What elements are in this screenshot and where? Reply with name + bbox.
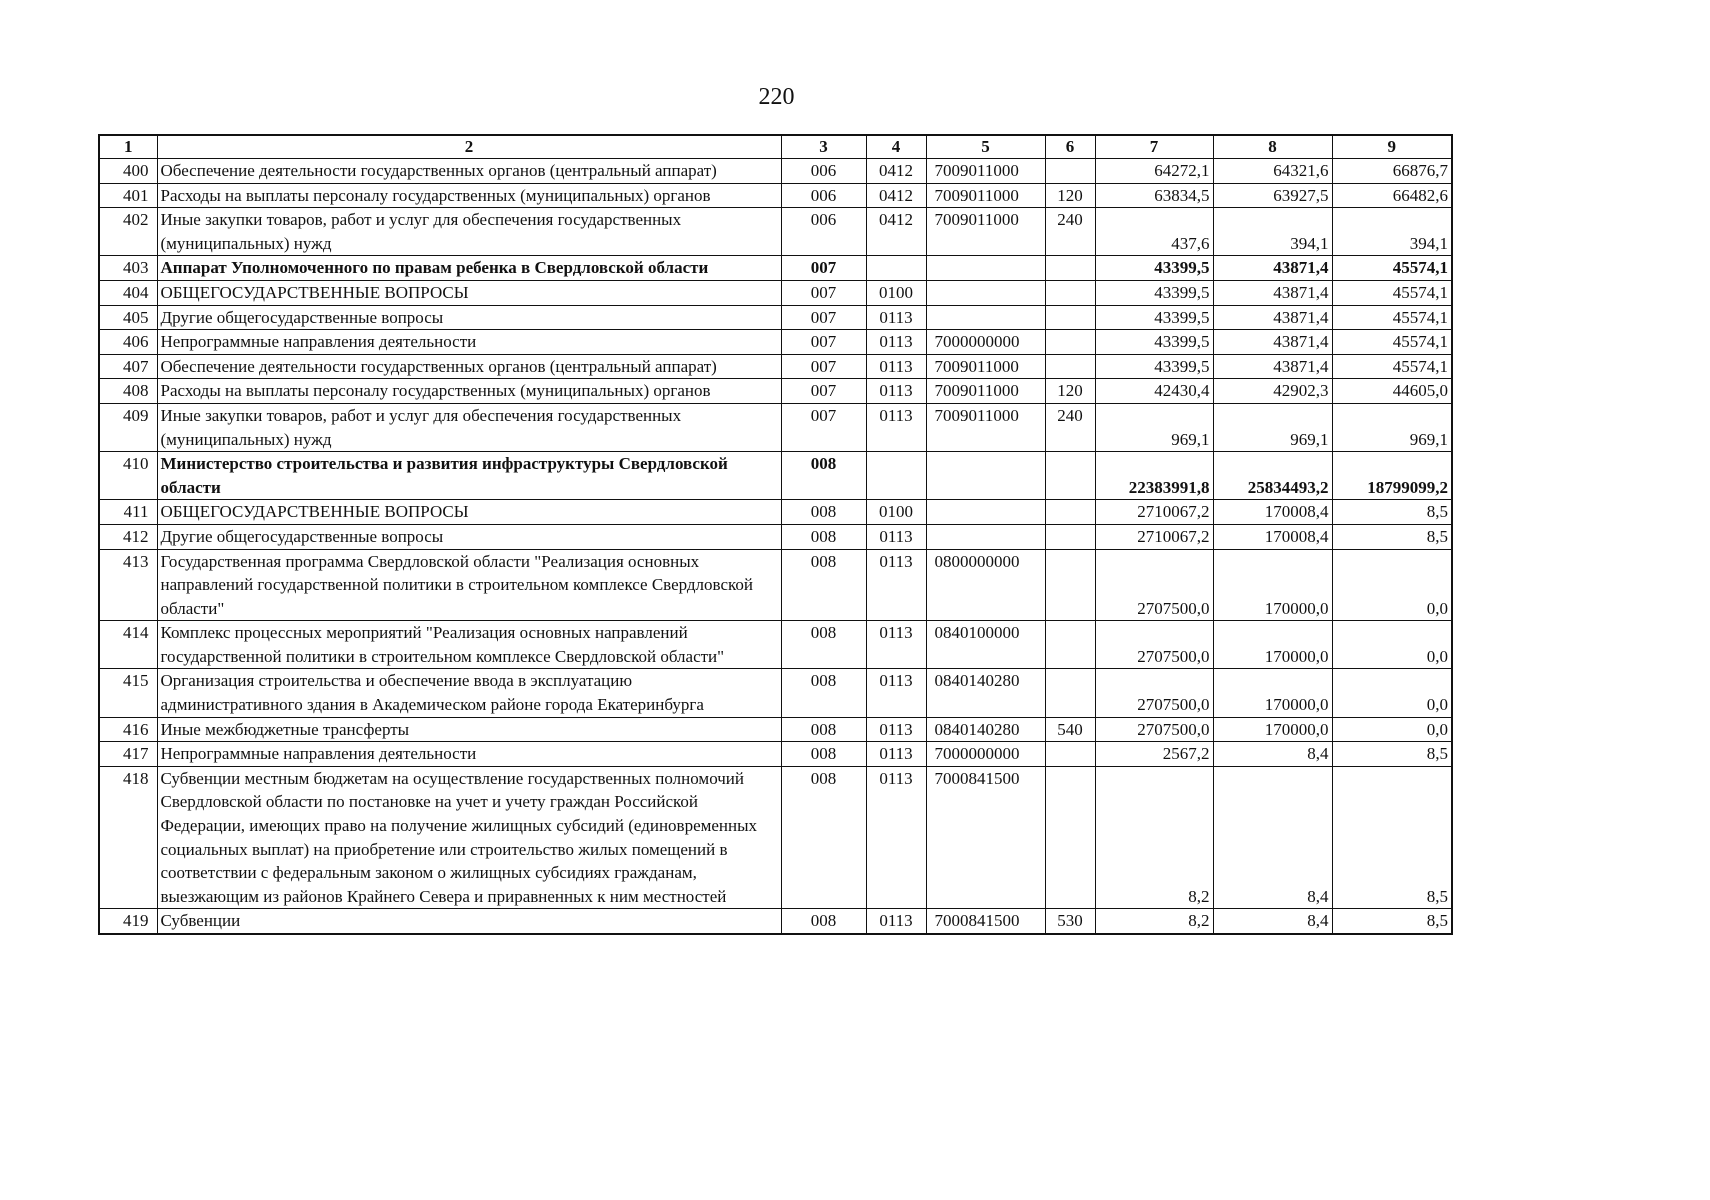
row-number-cell: 408 <box>99 379 157 404</box>
amount-cell-9: 8,5 <box>1332 524 1452 549</box>
amount-cell-8: 43871,4 <box>1213 354 1332 379</box>
expense-type-cell: 530 <box>1045 909 1095 934</box>
ministry-code-cell: 008 <box>781 549 866 621</box>
table-row <box>99 766 1452 909</box>
expense-type-cell <box>1045 500 1095 525</box>
ministry-code-cell: 008 <box>781 742 866 767</box>
amount-cell-9: 0,0 <box>1332 549 1452 621</box>
amount-cell-9: 0,0 <box>1332 621 1452 669</box>
amount-cell-9: 45574,1 <box>1332 256 1452 281</box>
row-number-cell: 407 <box>99 354 157 379</box>
amount-cell-8: 63927,5 <box>1213 183 1332 208</box>
ministry-code-cell: 006 <box>781 208 866 256</box>
section-code-cell: 0113 <box>866 742 926 767</box>
amount-cell-9: 45574,1 <box>1332 305 1452 330</box>
column-header: 1 <box>99 135 157 159</box>
section-code-cell: 0100 <box>866 280 926 305</box>
ministry-code-cell: 008 <box>781 524 866 549</box>
row-number-cell: 412 <box>99 524 157 549</box>
expense-type-cell <box>1045 256 1095 281</box>
section-code-cell: 0113 <box>866 549 926 621</box>
amount-cell-8: 43871,4 <box>1213 330 1332 355</box>
expense-type-cell <box>1045 452 1095 500</box>
ministry-code-cell: 007 <box>781 403 866 451</box>
row-name-cell: Комплекс процессных мероприятий "Реализация основных направлений государственной политики в строительном комплексе Свердловской области" <box>157 621 781 669</box>
row-name-cell: Иные закупки товаров, работ и услуг для обеспечения государственных (муниципальных) нужд <box>157 208 781 256</box>
amount-cell-8: 8,4 <box>1213 766 1332 909</box>
expense-type-cell: 540 <box>1045 717 1095 742</box>
section-code-cell: 0113 <box>866 717 926 742</box>
table-row <box>99 330 1452 355</box>
table-row <box>99 159 1452 184</box>
row-name-cell: Непрограммные направления деятельности <box>157 742 781 767</box>
row-name-cell: ОБЩЕГОСУДАРСТВЕННЫЕ ВОПРОСЫ <box>157 280 781 305</box>
section-code-cell: 0412 <box>866 159 926 184</box>
amount-cell-9: 45574,1 <box>1332 280 1452 305</box>
row-name-cell: Аппарат Уполномоченного по правам ребенка в Свердловской области <box>157 256 781 281</box>
ministry-code-cell: 008 <box>781 717 866 742</box>
expense-type-cell <box>1045 354 1095 379</box>
target-article-cell: 7009011000 <box>926 354 1045 379</box>
target-article-cell: 7009011000 <box>926 379 1045 404</box>
table-row <box>99 354 1452 379</box>
row-number-cell: 405 <box>99 305 157 330</box>
amount-cell-8: 170000,0 <box>1213 669 1332 717</box>
row-name-cell: Субвенции <box>157 909 781 934</box>
ministry-code-cell: 007 <box>781 305 866 330</box>
row-number-cell: 416 <box>99 717 157 742</box>
expense-type-cell: 240 <box>1045 403 1095 451</box>
budget-table <box>98 134 1453 935</box>
row-number-cell: 410 <box>99 452 157 500</box>
expense-type-cell: 120 <box>1045 379 1095 404</box>
row-number-cell: 401 <box>99 183 157 208</box>
row-name-cell: Обеспечение деятельности государственных органов (центральный аппарат) <box>157 159 781 184</box>
table-row <box>99 305 1452 330</box>
column-header: 6 <box>1045 135 1095 159</box>
section-code-cell: 0113 <box>866 669 926 717</box>
table-row <box>99 280 1452 305</box>
table-row <box>99 909 1452 934</box>
target-article-cell <box>926 524 1045 549</box>
row-number-cell: 402 <box>99 208 157 256</box>
ministry-code-cell: 008 <box>781 500 866 525</box>
section-code-cell: 0113 <box>866 766 926 909</box>
amount-cell-9: 18799099,2 <box>1332 452 1452 500</box>
target-article-cell: 0800000000 <box>926 549 1045 621</box>
amount-cell-9: 8,5 <box>1332 909 1452 934</box>
row-number-cell: 414 <box>99 621 157 669</box>
target-article-cell <box>926 305 1045 330</box>
row-name-cell: Расходы на выплаты персоналу государственных (муниципальных) органов <box>157 183 781 208</box>
section-code-cell <box>866 452 926 500</box>
amount-cell-7: 2707500,0 <box>1095 669 1213 717</box>
amount-cell-7: 2707500,0 <box>1095 717 1213 742</box>
ministry-code-cell: 007 <box>781 280 866 305</box>
amount-cell-7: 437,6 <box>1095 208 1213 256</box>
target-article-cell: 7000000000 <box>926 742 1045 767</box>
ministry-code-cell: 007 <box>781 379 866 404</box>
target-article-cell <box>926 452 1045 500</box>
amount-cell-8: 969,1 <box>1213 403 1332 451</box>
amount-cell-9: 66482,6 <box>1332 183 1452 208</box>
amount-cell-9: 8,5 <box>1332 766 1452 909</box>
ministry-code-cell: 007 <box>781 330 866 355</box>
expense-type-cell <box>1045 280 1095 305</box>
target-article-cell: 7009011000 <box>926 183 1045 208</box>
section-code-cell: 0100 <box>866 500 926 525</box>
row-name-cell: Иные межбюджетные трансферты <box>157 717 781 742</box>
amount-cell-8: 43871,4 <box>1213 256 1332 281</box>
section-code-cell: 0113 <box>866 909 926 934</box>
row-number-cell: 413 <box>99 549 157 621</box>
table-row <box>99 403 1452 451</box>
expense-type-cell <box>1045 621 1095 669</box>
page-number: 220 <box>758 84 795 110</box>
target-article-cell <box>926 256 1045 281</box>
row-name-cell: Организация строительства и обеспечение ввода в эксплуатацию административного здания в Академическом районе города Екатеринбурга <box>157 669 781 717</box>
row-number-cell: 403 <box>99 256 157 281</box>
target-article-cell: 0840100000 <box>926 621 1045 669</box>
column-header: 2 <box>157 135 781 159</box>
amount-cell-9: 45574,1 <box>1332 354 1452 379</box>
amount-cell-9: 8,5 <box>1332 742 1452 767</box>
row-number-cell: 418 <box>99 766 157 909</box>
amount-cell-8: 8,4 <box>1213 909 1332 934</box>
row-number-cell: 406 <box>99 330 157 355</box>
amount-cell-7: 2707500,0 <box>1095 621 1213 669</box>
row-name-cell: Иные закупки товаров, работ и услуг для обеспечения государственных (муниципальных) нужд <box>157 403 781 451</box>
table-row <box>99 621 1452 669</box>
ministry-code-cell: 008 <box>781 766 866 909</box>
amount-cell-8: 64321,6 <box>1213 159 1332 184</box>
column-header: 8 <box>1213 135 1332 159</box>
amount-cell-7: 64272,1 <box>1095 159 1213 184</box>
expense-type-cell <box>1045 305 1095 330</box>
column-header: 7 <box>1095 135 1213 159</box>
amount-cell-7: 22383991,8 <box>1095 452 1213 500</box>
target-article-cell: 7000841500 <box>926 909 1045 934</box>
row-name-cell: Непрограммные направления деятельности <box>157 330 781 355</box>
amount-cell-9: 0,0 <box>1332 669 1452 717</box>
section-code-cell: 0412 <box>866 208 926 256</box>
target-article-cell <box>926 500 1045 525</box>
table-row <box>99 379 1452 404</box>
table-body <box>99 159 1452 935</box>
ministry-code-cell: 007 <box>781 354 866 379</box>
section-code-cell <box>866 256 926 281</box>
ministry-code-cell: 008 <box>781 669 866 717</box>
amount-cell-7: 43399,5 <box>1095 305 1213 330</box>
section-code-cell: 0113 <box>866 621 926 669</box>
section-code-cell: 0113 <box>866 524 926 549</box>
section-code-cell: 0113 <box>866 330 926 355</box>
ministry-code-cell: 007 <box>781 256 866 281</box>
target-article-cell: 0840140280 <box>926 717 1045 742</box>
table-row <box>99 669 1452 717</box>
amount-cell-7: 2567,2 <box>1095 742 1213 767</box>
expense-type-cell <box>1045 766 1095 909</box>
row-name-cell: Субвенции местным бюджетам на осуществление государственных полномочий Свердловской области по постановке на учет и учету граждан Российской Федерации, имеющих право на получение жилищных субсидий (единовременных социальных выплат) на приобретение или строительство жилых помещений в соответствии с федеральным законом о жилищных субсидиях гражданам, выезжающим из районов Крайнего Севера и приравненных к ним местностей <box>157 766 781 909</box>
section-code-cell: 0113 <box>866 403 926 451</box>
ministry-code-cell: 008 <box>781 452 866 500</box>
amount-cell-7: 2710067,2 <box>1095 524 1213 549</box>
amount-cell-9: 8,5 <box>1332 500 1452 525</box>
header-row <box>99 135 1452 159</box>
row-number-cell: 400 <box>99 159 157 184</box>
section-code-cell: 0412 <box>866 183 926 208</box>
target-article-cell: 0840140280 <box>926 669 1045 717</box>
amount-cell-8: 8,4 <box>1213 742 1332 767</box>
amount-cell-7: 2710067,2 <box>1095 500 1213 525</box>
table-row <box>99 183 1452 208</box>
table-row <box>99 452 1452 500</box>
row-name-cell: Расходы на выплаты персоналу государственных (муниципальных) органов <box>157 379 781 404</box>
row-number-cell: 411 <box>99 500 157 525</box>
ministry-code-cell: 006 <box>781 159 866 184</box>
expense-type-cell: 240 <box>1045 208 1095 256</box>
expense-type-cell <box>1045 159 1095 184</box>
row-number-cell: 415 <box>99 669 157 717</box>
amount-cell-7: 43399,5 <box>1095 256 1213 281</box>
amount-cell-8: 25834493,2 <box>1213 452 1332 500</box>
target-article-cell: 7000841500 <box>926 766 1045 909</box>
table-row <box>99 717 1452 742</box>
table-row <box>99 208 1452 256</box>
amount-cell-7: 2707500,0 <box>1095 549 1213 621</box>
amount-cell-9: 394,1 <box>1332 208 1452 256</box>
table-row <box>99 549 1452 621</box>
amount-cell-7: 42430,4 <box>1095 379 1213 404</box>
ministry-code-cell: 008 <box>781 909 866 934</box>
table-row <box>99 742 1452 767</box>
amount-cell-7: 43399,5 <box>1095 280 1213 305</box>
amount-cell-7: 63834,5 <box>1095 183 1213 208</box>
row-name-cell: Другие общегосударственные вопросы <box>157 524 781 549</box>
row-name-cell: Министерство строительства и развития инфраструктуры Свердловской области <box>157 452 781 500</box>
amount-cell-9: 44605,0 <box>1332 379 1452 404</box>
amount-cell-8: 170000,0 <box>1213 717 1332 742</box>
expense-type-cell <box>1045 669 1095 717</box>
expense-type-cell <box>1045 549 1095 621</box>
target-article-cell <box>926 280 1045 305</box>
amount-cell-8: 170008,4 <box>1213 524 1332 549</box>
column-header: 5 <box>926 135 1045 159</box>
row-name-cell: Другие общегосударственные вопросы <box>157 305 781 330</box>
amount-cell-9: 66876,7 <box>1332 159 1452 184</box>
section-code-cell: 0113 <box>866 379 926 404</box>
amount-cell-7: 969,1 <box>1095 403 1213 451</box>
target-article-cell: 7009011000 <box>926 208 1045 256</box>
expense-type-cell <box>1045 742 1095 767</box>
expense-type-cell: 120 <box>1045 183 1095 208</box>
amount-cell-9: 0,0 <box>1332 717 1452 742</box>
target-article-cell: 7009011000 <box>926 159 1045 184</box>
table-row <box>99 524 1452 549</box>
row-number-cell: 404 <box>99 280 157 305</box>
table-row <box>99 256 1452 281</box>
amount-cell-8: 170000,0 <box>1213 621 1332 669</box>
amount-cell-8: 170000,0 <box>1213 549 1332 621</box>
column-header: 9 <box>1332 135 1452 159</box>
amount-cell-9: 45574,1 <box>1332 330 1452 355</box>
ministry-code-cell: 006 <box>781 183 866 208</box>
column-header: 3 <box>781 135 866 159</box>
row-name-cell: Государственная программа Свердловской области "Реализация основных направлений государственной политики в строительном комплексе Свердловской области" <box>157 549 781 621</box>
expense-type-cell <box>1045 330 1095 355</box>
target-article-cell: 7009011000 <box>926 403 1045 451</box>
column-header: 4 <box>866 135 926 159</box>
row-number-cell: 409 <box>99 403 157 451</box>
amount-cell-8: 43871,4 <box>1213 280 1332 305</box>
table-row <box>99 500 1452 525</box>
amount-cell-7: 43399,5 <box>1095 330 1213 355</box>
row-number-cell: 417 <box>99 742 157 767</box>
amount-cell-8: 43871,4 <box>1213 305 1332 330</box>
row-name-cell: Обеспечение деятельности государственных органов (центральный аппарат) <box>157 354 781 379</box>
expense-type-cell <box>1045 524 1095 549</box>
amount-cell-8: 394,1 <box>1213 208 1332 256</box>
target-article-cell: 7000000000 <box>926 330 1045 355</box>
row-number-cell: 419 <box>99 909 157 934</box>
amount-cell-9: 969,1 <box>1332 403 1452 451</box>
section-code-cell: 0113 <box>866 354 926 379</box>
section-code-cell: 0113 <box>866 305 926 330</box>
amount-cell-8: 170008,4 <box>1213 500 1332 525</box>
row-name-cell: ОБЩЕГОСУДАРСТВЕННЫЕ ВОПРОСЫ <box>157 500 781 525</box>
ministry-code-cell: 008 <box>781 621 866 669</box>
amount-cell-7: 8,2 <box>1095 909 1213 934</box>
amount-cell-7: 8,2 <box>1095 766 1213 909</box>
amount-cell-8: 42902,3 <box>1213 379 1332 404</box>
amount-cell-7: 43399,5 <box>1095 354 1213 379</box>
